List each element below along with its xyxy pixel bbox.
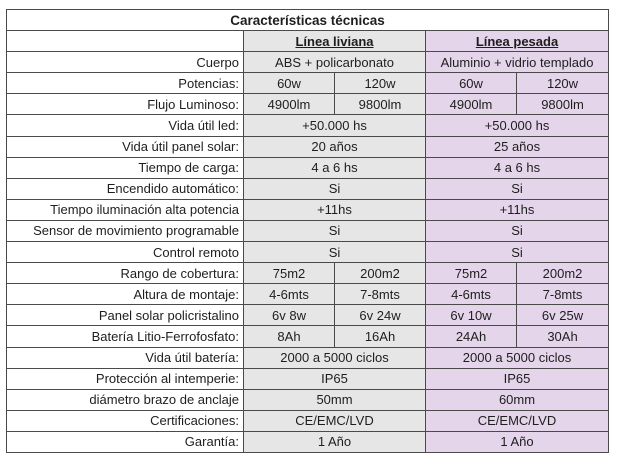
pesada-value-2: 200m2 xyxy=(517,263,609,284)
table-row xyxy=(7,136,609,157)
row-label: Potencias: xyxy=(7,73,244,94)
liviana-value: 4 a 6 hs xyxy=(244,157,426,178)
row-label: Altura de montaje: xyxy=(7,284,244,305)
liviana-value-1: 4900lm xyxy=(244,94,335,115)
liviana-value-2: 200m2 xyxy=(335,263,426,284)
pesada-value: 1 Año xyxy=(426,431,609,452)
liviana-value: 50mm xyxy=(244,389,426,410)
liviana-value: IP65 xyxy=(244,368,426,389)
pesada-value-1: 60w xyxy=(426,73,517,94)
liviana-value-2: 16Ah xyxy=(335,326,426,347)
row-label: Batería Litio-Ferrofosfato: xyxy=(7,326,244,347)
pesada-value: +11hs xyxy=(426,199,609,220)
table-row xyxy=(7,157,609,178)
spec-table xyxy=(6,9,609,453)
pesada-value-1: 6v 10w xyxy=(426,305,517,326)
liviana-value: 1 Año xyxy=(244,431,426,452)
row-label: Tiempo de carga: xyxy=(7,157,244,178)
row-label: Panel solar policristalino xyxy=(7,305,244,326)
table-row xyxy=(7,305,609,326)
row-label: Protección al intemperie: xyxy=(7,368,244,389)
pesada-value: +50.000 hs xyxy=(426,115,609,136)
liviana-value: CE/EMC/LVD xyxy=(244,410,426,431)
pesada-value-2: 120w xyxy=(517,73,609,94)
table-row xyxy=(7,52,609,73)
pesada-value-2: 6v 25w xyxy=(517,305,609,326)
pesada-value: 25 años xyxy=(426,136,609,157)
table-row xyxy=(7,347,609,368)
liviana-value: +50.000 hs xyxy=(244,115,426,136)
table-row xyxy=(7,326,609,347)
pesada-value-1: 24Ah xyxy=(426,326,517,347)
row-label: Vida útil panel solar: xyxy=(7,136,244,157)
liviana-value-2: 9800lm xyxy=(335,94,426,115)
liviana-value-2: 6v 24w xyxy=(335,305,426,326)
pesada-value: Si xyxy=(426,242,609,263)
pesada-value: 2000 a 5000 ciclos xyxy=(426,347,609,368)
liviana-value: +11hs xyxy=(244,199,426,220)
row-label: Flujo Luminoso: xyxy=(7,94,244,115)
liviana-value-1: 60w xyxy=(244,73,335,94)
table-row xyxy=(7,284,609,305)
pesada-value: Aluminio + vidrio templado xyxy=(426,52,609,73)
liviana-value: Si xyxy=(244,178,426,199)
table-row xyxy=(7,410,609,431)
liviana-value: Si xyxy=(244,220,426,241)
table-row xyxy=(7,389,609,410)
liviana-value-1: 4-6mts xyxy=(244,284,335,305)
table-row xyxy=(7,73,609,94)
row-label: diámetro brazo de anclaje xyxy=(7,389,244,410)
corner-cell xyxy=(7,31,244,52)
liviana-value-1: 6v 8w xyxy=(244,305,335,326)
title-row xyxy=(7,10,609,31)
row-label: Sensor de movimiento programable xyxy=(7,220,244,241)
table-row xyxy=(7,242,609,263)
pesada-value: 4 a 6 hs xyxy=(426,157,609,178)
table-row xyxy=(7,368,609,389)
row-label: Tiempo iluminación alta potencia xyxy=(7,199,244,220)
liviana-value: 20 años xyxy=(244,136,426,157)
liviana-value-1: 8Ah xyxy=(244,326,335,347)
table-row xyxy=(7,199,609,220)
row-label: Cuerpo xyxy=(7,52,244,73)
pesada-value: Si xyxy=(426,178,609,199)
row-label: Certificaciones: xyxy=(7,410,244,431)
pesada-value: IP65 xyxy=(426,368,609,389)
pesada-value: 60mm xyxy=(426,389,609,410)
group-header-row xyxy=(7,31,609,52)
table-row xyxy=(7,178,609,199)
liviana-value: 2000 a 5000 ciclos xyxy=(244,347,426,368)
table-title: Características técnicas xyxy=(7,10,609,31)
row-label: Rango de cobertura: xyxy=(7,263,244,284)
pesada-value-2: 7-8mts xyxy=(517,284,609,305)
liviana-value-2: 7-8mts xyxy=(335,284,426,305)
table-row xyxy=(7,263,609,284)
pesada-value-2: 30Ah xyxy=(517,326,609,347)
liviana-value-2: 120w xyxy=(335,73,426,94)
group-pesada-header: Línea pesada xyxy=(426,31,609,52)
liviana-value: ABS + policarbonato xyxy=(244,52,426,73)
table-row xyxy=(7,431,609,452)
row-label: Encendido automático: xyxy=(7,178,244,199)
pesada-value: CE/EMC/LVD xyxy=(426,410,609,431)
pesada-value-1: 4900lm xyxy=(426,94,517,115)
liviana-value-1: 75m2 xyxy=(244,263,335,284)
row-label: Vida útil batería: xyxy=(7,347,244,368)
liviana-value: Si xyxy=(244,242,426,263)
row-label: Garantía: xyxy=(7,431,244,452)
pesada-value-1: 75m2 xyxy=(426,263,517,284)
group-liviana-header: Línea liviana xyxy=(244,31,426,52)
pesada-value: Si xyxy=(426,220,609,241)
pesada-value-1: 4-6mts xyxy=(426,284,517,305)
row-label: Control remoto xyxy=(7,242,244,263)
table-row xyxy=(7,94,609,115)
table-row xyxy=(7,220,609,241)
table-row xyxy=(7,115,609,136)
row-label: Vida útil led: xyxy=(7,115,244,136)
pesada-value-2: 9800lm xyxy=(517,94,609,115)
